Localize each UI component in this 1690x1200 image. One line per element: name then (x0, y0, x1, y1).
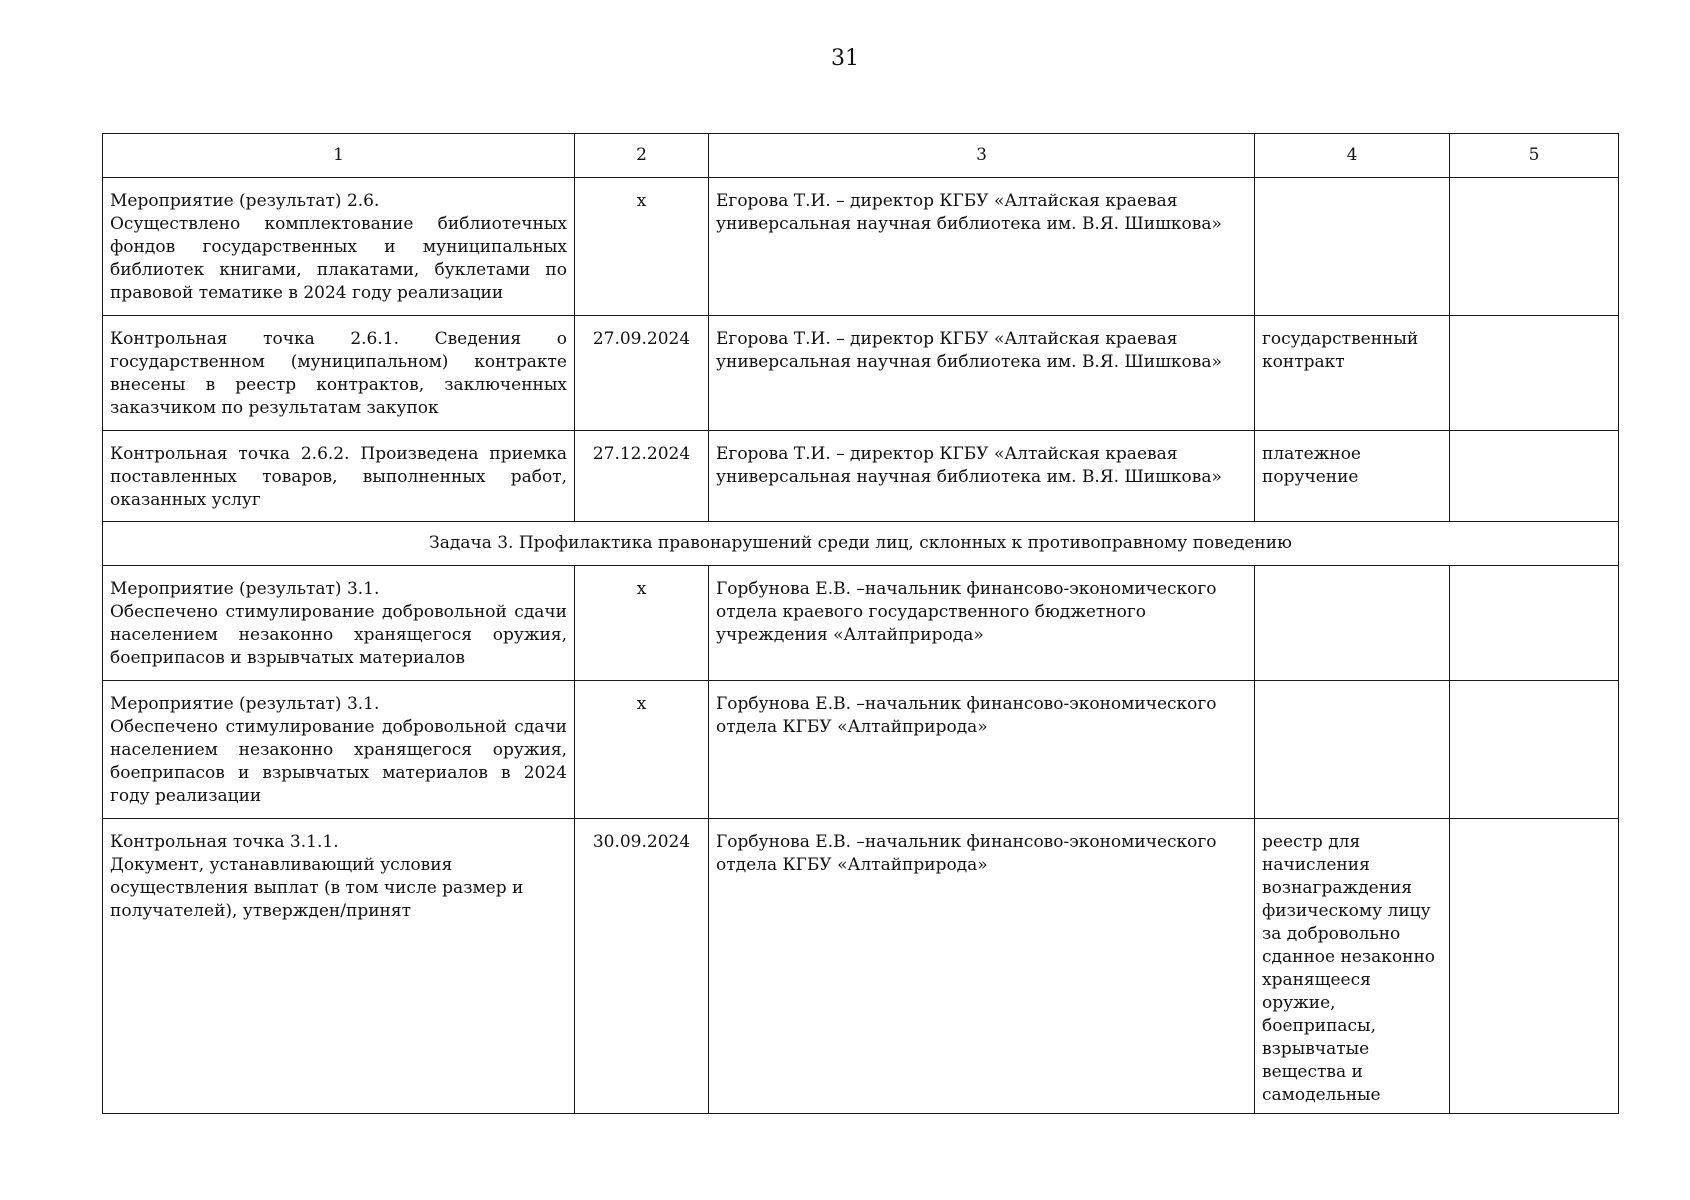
checkpoint-cell (103, 819, 575, 1114)
responsible-cell: Егорова Т.И. – директор КГБУ «Алтайская краевая универсальная научная библиотека им. В.Я. Шишкова» (709, 431, 1255, 522)
deadline-cell: 30.09.2024 (575, 819, 709, 1114)
table-header-row (103, 134, 1619, 178)
header-cell-2: 2 (575, 134, 709, 178)
event-text: Обеспечено стимулирование добровольной сдачи населением незаконно хранящегося оружия, боеприпасов и взрывчатых материалов в 2024 году реализации (110, 717, 567, 806)
event-cell (103, 178, 575, 316)
document-cell (1255, 681, 1450, 819)
extra-cell (1450, 681, 1619, 819)
header-cell-5: 5 (1450, 134, 1619, 178)
extra-cell (1450, 431, 1619, 522)
task-row (103, 522, 1619, 566)
responsible-cell: Горбунова Е.В. –начальник финансово-экономического отдела КГБУ «Алтайприрода» (709, 819, 1255, 1114)
document-cell: реестр для начисления вознаграждения физическому лицу за добровольно сданное незаконно хранящееся оружие, боеприпасы, взрывчатые вещества и самодельные (1255, 819, 1450, 1114)
checkpoint-title: Контрольная точка 3.1.1. (110, 832, 339, 852)
page-number: 31 (831, 46, 859, 71)
header-cell-1: 1 (103, 134, 575, 178)
checkpoint-text: Документ, устанавливающий условия осуществления выплат (в том числе размер и получателей), утвержден/принят (110, 855, 524, 921)
event-cell (103, 681, 575, 819)
responsible-cell: Горбунова Е.В. –начальник финансово-экономического отдела КГБУ «Алтайприрода» (709, 681, 1255, 819)
event-title: Мероприятие (результат) 2.6. (110, 191, 380, 211)
event-title: Мероприятие (результат) 3.1. (110, 694, 380, 714)
document-cell: государственный контракт (1255, 316, 1450, 431)
table-row (103, 316, 1619, 431)
event-text: Осуществлено комплектование библиотечных фондов государственных и муниципальных библиотек книгами, плакатами, буклетами по правовой тематике в 2024 году реализации (110, 214, 567, 303)
responsible-cell: Горбунова Е.В. –начальник финансово-экономического отдела краевого государственного бюджетного учреждения «Алтайприрода» (709, 566, 1255, 681)
header-cell-4: 4 (1255, 134, 1450, 178)
responsible-cell: Егорова Т.И. – директор КГБУ «Алтайская краевая универсальная научная библиотека им. В.Я. Шишкова» (709, 178, 1255, 316)
extra-cell (1450, 316, 1619, 431)
document-cell: платежное поручение (1255, 431, 1450, 522)
table-row (103, 819, 1619, 1114)
deadline-cell: х (575, 566, 709, 681)
deadline-cell: 27.09.2024 (575, 316, 709, 431)
task-heading: Задача 3. Профилактика правонарушений среди лиц, склонных к противоправному поведению (103, 522, 1619, 566)
document-cell (1255, 566, 1450, 681)
plan-table (102, 133, 1619, 1114)
document-cell (1255, 178, 1450, 316)
responsible-cell: Егорова Т.И. – директор КГБУ «Алтайская краевая универсальная научная библиотека им. В.Я. Шишкова» (709, 316, 1255, 431)
table-row (103, 178, 1619, 316)
header-cell-3: 3 (709, 134, 1255, 178)
checkpoint-cell: Контрольная точка 2.6.1. Сведения о государственном (муниципальном) контракте внесены в реестр контрактов, заключенных заказчиком по результатам закупок (103, 316, 575, 431)
extra-cell (1450, 566, 1619, 681)
extra-cell (1450, 819, 1619, 1114)
deadline-cell: 27.12.2024 (575, 431, 709, 522)
deadline-cell: х (575, 681, 709, 819)
event-title: Мероприятие (результат) 3.1. (110, 579, 380, 599)
table-row (103, 566, 1619, 681)
table-row (103, 431, 1619, 522)
checkpoint-cell: Контрольная точка 2.6.2. Произведена приемка поставленных товаров, выполненных работ, оказанных услуг (103, 431, 575, 522)
table-row (103, 681, 1619, 819)
extra-cell (1450, 178, 1619, 316)
event-cell (103, 566, 575, 681)
deadline-cell: х (575, 178, 709, 316)
event-text: Обеспечено стимулирование добровольной сдачи населением незаконно хранящегося оружия, боеприпасов и взрывчатых материалов (110, 602, 567, 668)
